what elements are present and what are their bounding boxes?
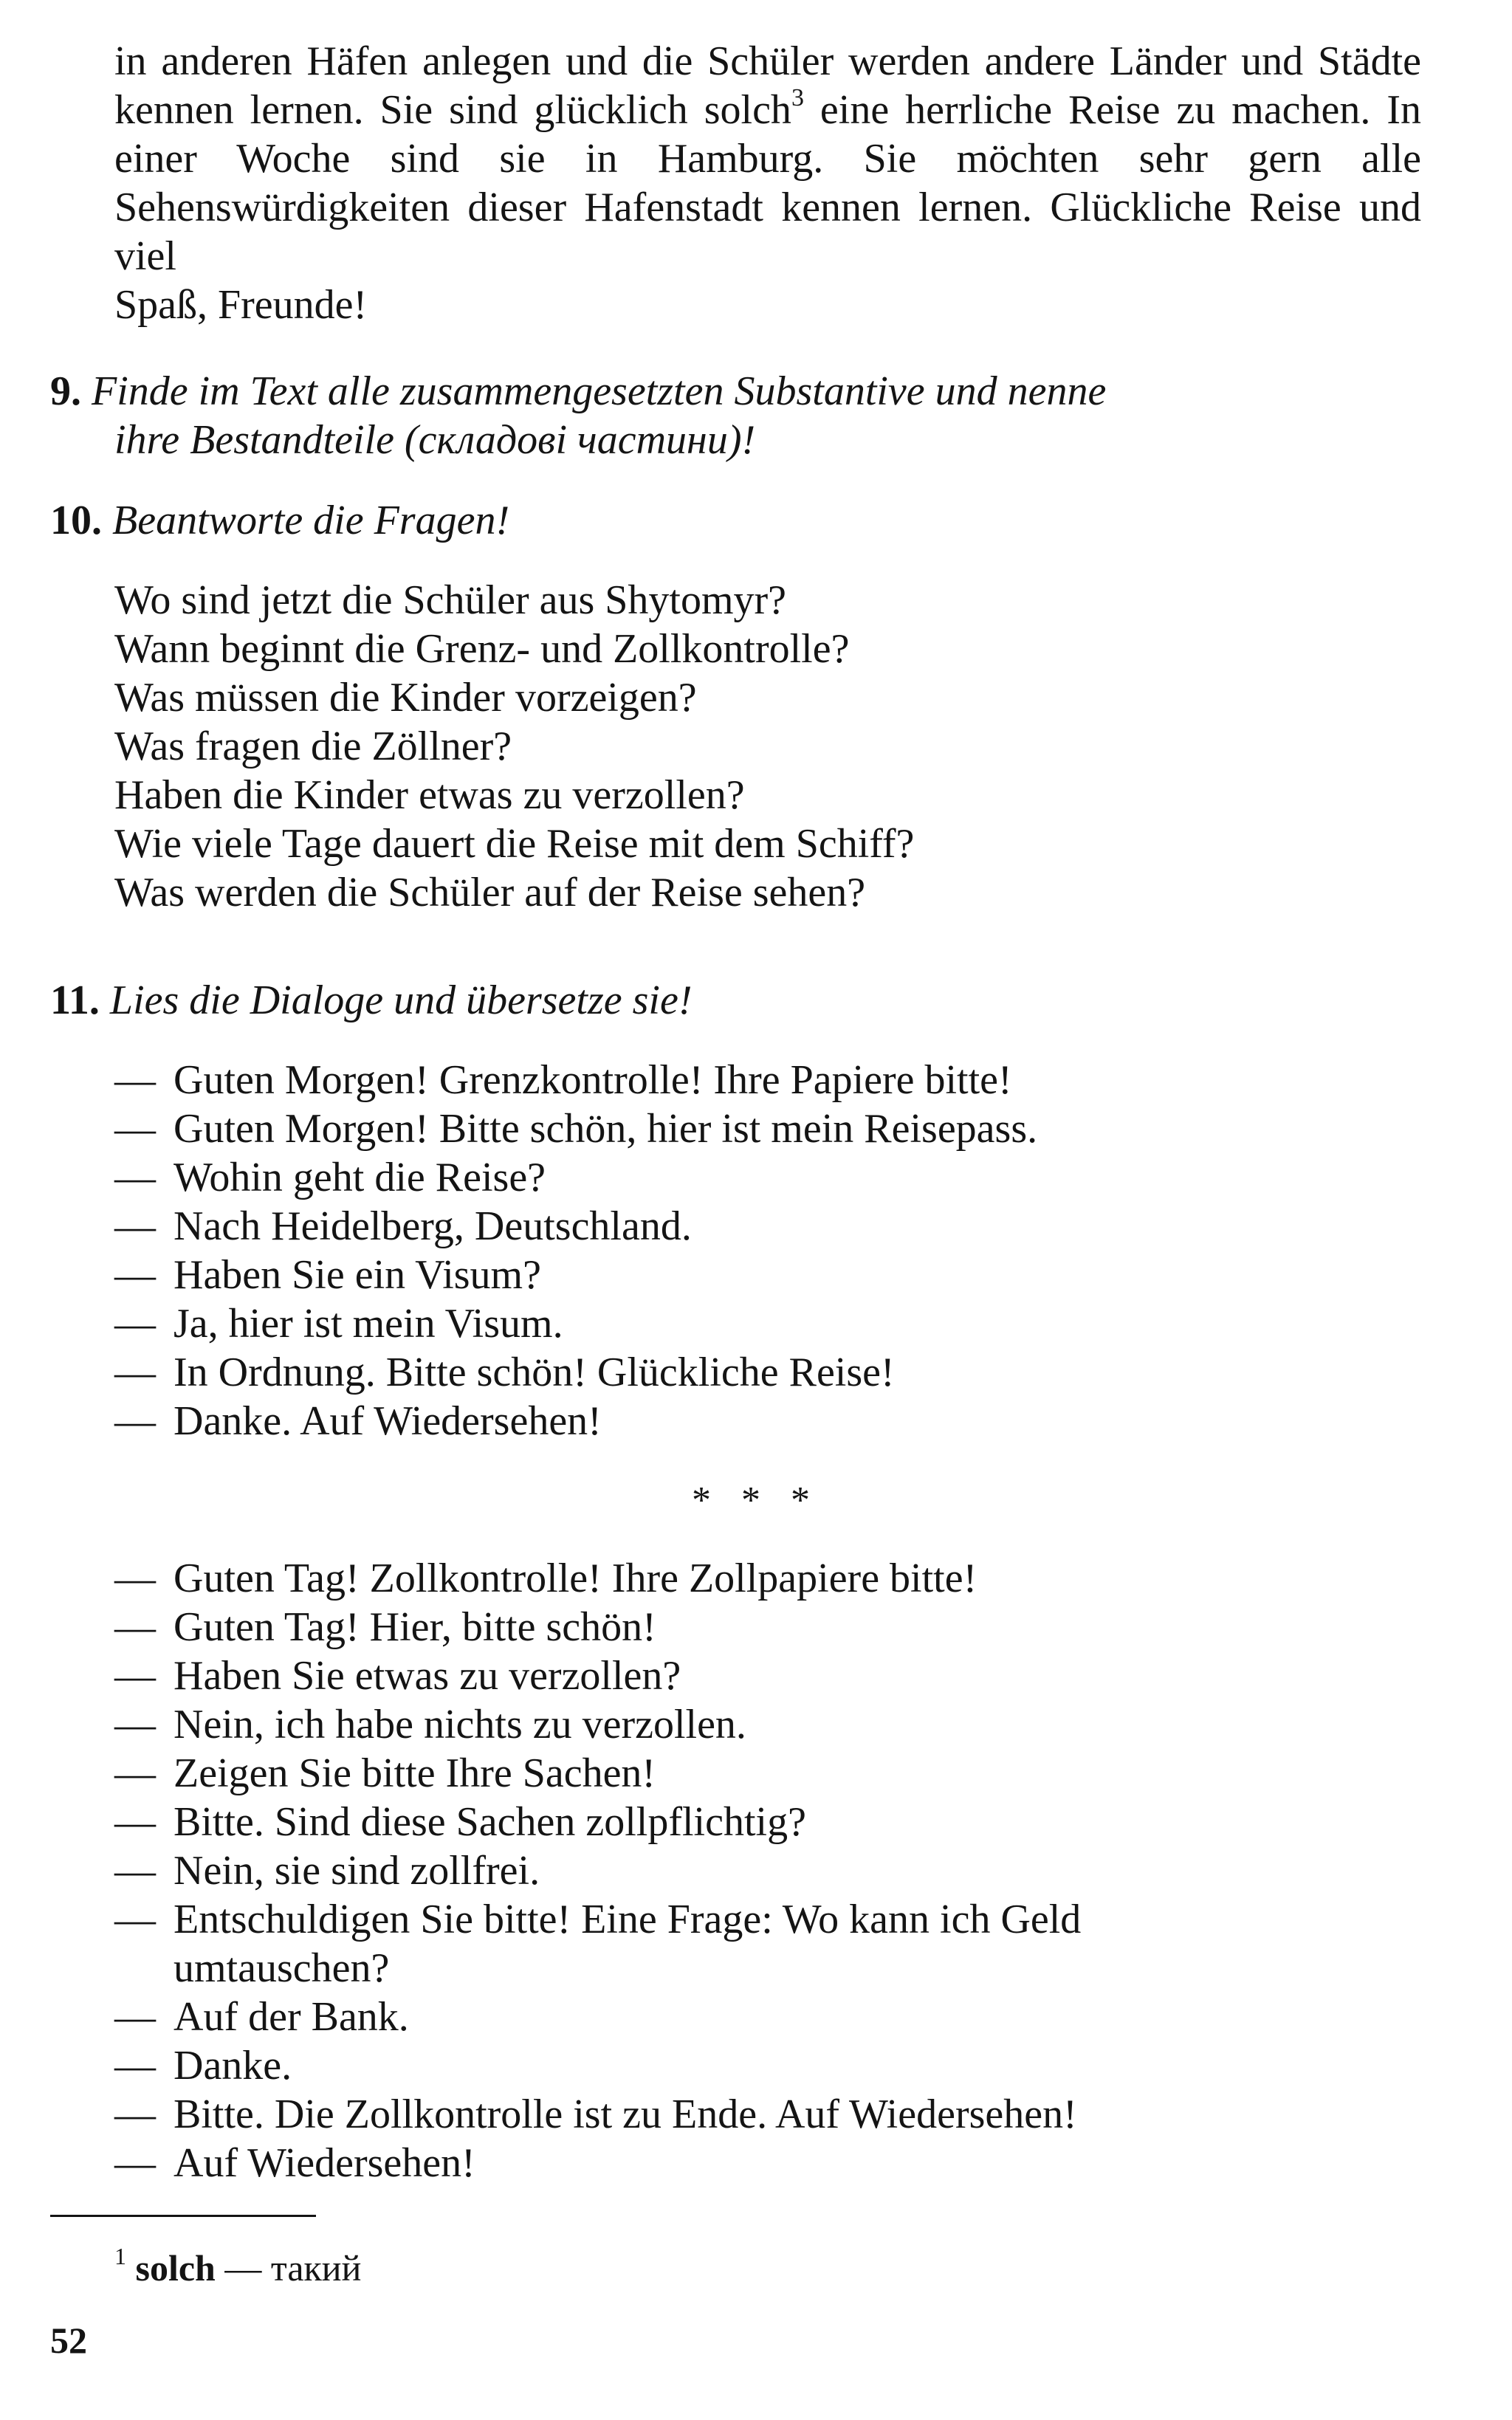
intro-line: in anderen Häfen anlegen und die Schüler werden andere	[114, 38, 1095, 84]
intro-line: dieser Hafenstadt kennen lernen. Glückliche Reise und viel	[114, 185, 1421, 279]
footnote-divider	[50, 2215, 316, 2217]
dialog-dash: —	[114, 1897, 156, 1942]
dialog-text: Bitte. Sind diese Sachen zollpflichtig?	[173, 1799, 806, 1845]
question-line: Was müssen die Kinder vorzeigen?	[114, 675, 697, 721]
task-instruction: Lies die Dialoge und übersetze sie!	[109, 977, 693, 1023]
dialog-line	[114, 1348, 895, 1397]
dialog-line	[114, 2139, 475, 2187]
question-line: Wie viele Tage dauert die Reise mit dem Schiff?	[114, 821, 915, 867]
dialog-dash: —	[114, 1301, 156, 1347]
dialog-dash: —	[114, 1106, 156, 1152]
dialog-dash: —	[114, 1702, 156, 1747]
dialog-text: Guten Morgen! Bitte schön, hier ist mein Reisepass.	[173, 1106, 1038, 1152]
question-line: Was fragen die Zöllner?	[114, 723, 512, 769]
dialog-text: Auf der Bank.	[173, 1994, 409, 2040]
dialog-line	[114, 1554, 977, 1603]
task-9-heading	[50, 367, 1423, 416]
dialog-text: Guten Tag! Zollkontrolle! Ihre Zollpapiere bitte!	[173, 1556, 977, 1601]
dialog-text: Danke.	[173, 2043, 292, 2089]
dialog-line	[114, 1798, 806, 1846]
dialog-dash: —	[114, 1057, 156, 1103]
dialog-dash: —	[114, 2140, 156, 2186]
intro-line: Länder und Städte kennen lernen. Sie sind glücklich solch	[114, 38, 1421, 133]
dialog-dash: —	[114, 1203, 156, 1249]
dialog-line	[114, 2041, 292, 2090]
task-9-instruction-continued: ihre Bestandteile (складові частини)!	[114, 417, 756, 463]
dialog-dash: —	[114, 1848, 156, 1894]
dialog-line	[114, 2090, 1077, 2139]
intro-paragraph	[114, 37, 1421, 329]
dialog-line	[114, 1251, 541, 1299]
dialog-line-continued: umtauschen?	[173, 1945, 390, 1991]
dialog-dash: —	[114, 1350, 156, 1395]
dialog-text: Wohin geht die Reise?	[173, 1155, 546, 1200]
dialog-line	[114, 1993, 409, 2041]
dialog-line	[114, 1651, 681, 1700]
question-line: Wo sind jetzt die Schüler aus Shytomyr?	[114, 577, 786, 623]
dialog-text: Zeigen Sie bitte Ihre Sachen!	[173, 1750, 656, 1796]
dialog-text: Guten Tag! Hier, bitte schön!	[173, 1604, 656, 1650]
dialog-line	[114, 1153, 546, 1202]
dialog-line	[114, 1202, 692, 1251]
dialog-line	[114, 1700, 746, 1749]
dialog-dash: —	[114, 1799, 156, 1845]
dialog-text: Nach Heidelberg, Deutschland.	[173, 1203, 692, 1249]
dialog-text: Danke. Auf Wiedersehen!	[173, 1398, 602, 1444]
intro-line: Spaß, Freunde!	[114, 282, 368, 328]
footnote-separator: —	[224, 2247, 262, 2289]
question-line: Was werden die Schüler auf der Reise sehen?	[114, 870, 866, 915]
dialog-text: Nein, sie sind zollfrei.	[173, 1848, 540, 1894]
dialog-text: Ja, hier ist mein Visum.	[173, 1301, 563, 1347]
dialog-line	[114, 1749, 656, 1798]
footnote-term: solch	[135, 2247, 216, 2289]
dialog-line	[114, 1299, 563, 1348]
dialog-text: Haben Sie ein Visum?	[173, 1252, 541, 1298]
task-instruction: Beantworte die Fragen!	[112, 498, 510, 543]
task-11-heading	[50, 976, 1423, 1025]
dialog-line	[114, 1104, 1037, 1153]
dialog-text: In Ordnung. Bitte schön! Glückliche Reise!	[173, 1350, 895, 1395]
dialog-dash: —	[114, 1252, 156, 1298]
page-number: 52	[50, 2320, 87, 2361]
footnote-translation: такий	[270, 2247, 362, 2289]
intro-line: Hamburg. Sie möchten sehr gern alle Sehenswürdigkeiten	[114, 136, 1422, 230]
dialog-dash: —	[114, 1155, 156, 1200]
dialog-text: Haben Sie etwas zu verzollen?	[173, 1653, 681, 1699]
dialog-text: Entschuldigen Sie bitte! Eine Frage: Wo kann ich Geld	[173, 1897, 1082, 1942]
question-line: Wann beginnt die Grenz- und Zollkontrolle?	[114, 626, 850, 672]
dialog-text: Bitte. Die Zollkontrolle ist zu Ende. Auf Wiedersehen!	[173, 2091, 1077, 2137]
task-10-heading	[50, 496, 1423, 545]
task-instruction: Finde im Text alle zusammengesetzten Substantive und nenne	[92, 368, 1107, 414]
dialog-text: Nein, ich habe nichts zu verzollen.	[173, 1702, 746, 1747]
footnote	[114, 2243, 362, 2290]
dialog-dash: —	[114, 1994, 156, 2040]
dialog-dash: —	[114, 1750, 156, 1796]
dialog-dash: —	[114, 1398, 156, 1444]
dialog-dash: —	[114, 1556, 156, 1601]
dialog-text: Guten Morgen! Grenzkontrolle! Ihre Papiere bitte!	[173, 1057, 1012, 1103]
dialog-dash: —	[114, 1653, 156, 1699]
intro-line: eine herrliche Reise zu machen. In einer Woche sind sie in	[114, 87, 1422, 182]
dialog-separator: * * *	[692, 1479, 820, 1522]
dialog-line	[114, 1056, 1012, 1104]
dialog-line	[114, 1895, 1081, 1944]
question-line: Haben die Kinder etwas zu verzollen?	[114, 772, 745, 818]
task-number: 10.	[50, 498, 102, 543]
dialog-line	[114, 1603, 656, 1651]
dialog-line	[114, 1846, 540, 1895]
footnote-mark: 1	[114, 2243, 126, 2269]
footnote-reference: 3	[791, 84, 804, 111]
dialog-line	[114, 1397, 602, 1446]
task-number: 9.	[50, 368, 81, 414]
dialog-dash: —	[114, 2043, 156, 2089]
dialog-dash: —	[114, 1604, 156, 1650]
task-number: 11.	[50, 977, 100, 1023]
dialog-dash: —	[114, 2091, 156, 2137]
dialog-text: Auf Wiedersehen!	[173, 2140, 475, 2186]
